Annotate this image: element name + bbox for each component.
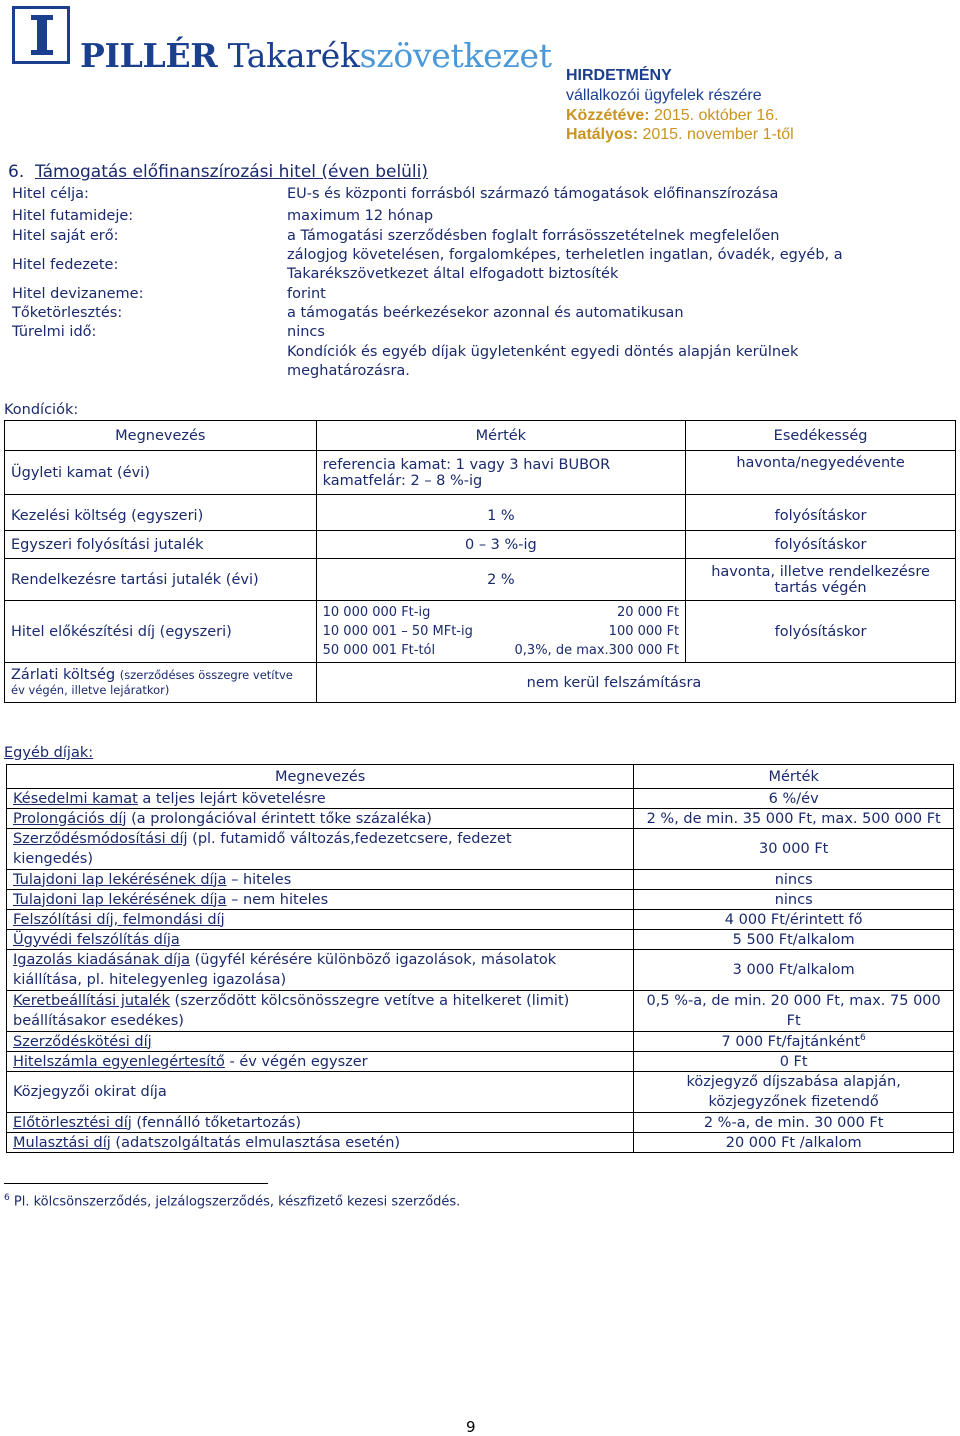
own-funds-value: a Támogatási szerződésben foglalt forrásösszetételnek megfelelően <box>287 228 780 244</box>
logo-wordmark: PILLÉR Takarékszövetkezet <box>80 36 552 75</box>
table-row <box>5 531 956 559</box>
fee-value: 3 000 Ft/alkalom <box>634 950 954 991</box>
fee-value: 2 %-a, de min. 30 000 Ft <box>634 1113 954 1133</box>
table-row <box>7 930 954 950</box>
interest-due: havonta/negyedévente <box>686 451 956 495</box>
loan-term-value: maximum 12 hónap <box>287 208 434 224</box>
tier-range: 50 000 001 Ft-tól <box>322 643 436 658</box>
col-header-rate: Mérték <box>316 421 686 451</box>
table-row <box>7 1032 954 1052</box>
preparation-name: Hitel előkészítési díj (egyszeri) <box>5 601 317 663</box>
tier-range: 10 000 001 – 50 MFt-ig <box>322 624 473 639</box>
table-row <box>7 890 954 910</box>
notice-title: HIRDETMÉNY <box>566 67 672 84</box>
fees-header-row <box>7 765 954 789</box>
tier-fee: 100 000 Ft <box>608 624 680 639</box>
own-funds-label: Hitel saját erő: <box>12 228 119 244</box>
footnote-text: Pl. kölcsönszerződés, jelzálogszerződés, készfizető kezesi szerződés. <box>13 1194 461 1210</box>
footnote <box>4 1193 460 1209</box>
fee-name: Tulajdoni lap lekérésének díja – hiteles <box>7 870 634 890</box>
loan-purpose-label: Hitel célja: <box>12 186 89 202</box>
fee-value: 5 500 Ft/alkalom <box>634 930 954 950</box>
tier-fee: 0,3%, de max.300 000 Ft <box>514 643 680 658</box>
logo-mark <box>12 6 70 64</box>
collateral-label: Hitel fedezete: <box>12 257 119 273</box>
table-row <box>7 1113 954 1133</box>
table-row <box>7 1072 954 1113</box>
fee-name: Felszólítási díj, felmondási díj <box>7 910 634 930</box>
fee-name: Késedelmi kamat a teljes lejárt követelésre <box>7 789 634 809</box>
fee-name: Közjegyzői okirat díja <box>7 1072 634 1113</box>
fee-name: Szerződéskötési díj <box>7 1032 634 1052</box>
fee-value: nincs <box>634 870 954 890</box>
interest-margin: kamatfelár: 2 – 8 %-ig <box>322 472 483 489</box>
commitment-due-line2: tartás végén <box>774 579 867 596</box>
conditions-header-row <box>5 421 956 451</box>
table-row <box>7 870 954 890</box>
fee-value: 0 Ft <box>634 1052 954 1072</box>
preparation-tiers <box>316 601 686 663</box>
grace-period-label: Türelmi idő: <box>12 324 97 340</box>
conditions-heading: Kondíciók: <box>4 402 79 418</box>
interest-name: Ügyleti kamat (évi) <box>5 451 317 495</box>
repayment-label: Tőketörlesztés: <box>12 305 123 321</box>
collateral-value: zálogjog követelésen, forgalomképes, terheletlen ingatlan, óvadék, egyéb, a <box>287 247 843 263</box>
fee-value: 2 %, de min. 35 000 Ft, max. 500 000 Ft <box>634 809 954 829</box>
fee-name: Szerződésmódosítási díj (pl. futamidő változás,fedezetcsere, fedezet kiengedés) <box>7 829 634 870</box>
fee-name: Keretbeállítási jutalék (szerződött kölcsönösszegre vetítve a hitelkeret (limit) beállításakor esedékes) <box>7 991 634 1032</box>
closing-rate-cell <box>316 663 955 703</box>
loan-term-label: Hitel futamideje: <box>12 208 134 224</box>
commitment-name: Rendelkezésre tartási jutalék (évi) <box>5 559 317 601</box>
fee-value: 4 000 Ft/érintett fő <box>634 910 954 930</box>
closing-note-line2: év végén, illetve lejáratkor) <box>11 682 170 697</box>
commitment-due <box>686 559 956 601</box>
table-row <box>7 910 954 930</box>
conditions-note: Kondíciók és egyéb díjak ügyletenként egyedi döntés alapján kerülnek <box>287 344 799 360</box>
disbursement-rate: 0 – 3 %-ig <box>316 531 686 559</box>
tier-range: 10 000 000 Ft-ig <box>322 605 431 620</box>
closing-note: (szerződéses összegre vetítve <box>119 667 293 682</box>
interest-rate <box>316 451 686 495</box>
footnote-divider <box>4 1183 268 1184</box>
col-header-due: Esedékesség <box>686 421 956 451</box>
closing-name <box>5 663 317 703</box>
fee-value: nincs <box>634 890 954 910</box>
table-row <box>7 950 954 991</box>
fee-name: Előtörlesztési díj (fennálló tőketartozás) <box>7 1113 634 1133</box>
table-row <box>5 503 956 531</box>
currency-value: forint <box>287 286 326 302</box>
currency-label: Hitel devizaneme: <box>12 286 144 302</box>
disbursement-name: Egyszeri folyósítási jutalék <box>5 531 317 559</box>
tier-row <box>323 641 680 660</box>
effective-line: Hatályos: 2015. november 1-től <box>566 126 794 143</box>
handling-due: folyósításkor <box>686 503 956 531</box>
preparation-due: folyósításkor <box>686 601 956 663</box>
grace-period-value: nincs <box>287 324 325 340</box>
col-header-name: Megnevezés <box>5 421 317 451</box>
commitment-due-line1: havonta, illetve rendelkezésre <box>711 563 930 580</box>
disbursement-due: folyósításkor <box>686 531 956 559</box>
fee-value: 30 000 Ft <box>634 829 954 870</box>
table-row <box>5 663 956 703</box>
repayment-value: a támogatás beérkezésekor azonnal és automatikusan <box>287 305 684 321</box>
footnote-mark: 6 <box>4 1193 10 1203</box>
collateral-value-line2: Takarékszövetkezet által elfogadott biztosíték <box>287 266 619 282</box>
tier-fee: 20 000 Ft <box>616 605 680 620</box>
page-number: 9 <box>466 1418 476 1436</box>
other-fees-heading: Egyéb díjak: <box>4 745 94 761</box>
loan-purpose-value: EU-s és központi forrásból származó támogatások előfinanszírozása <box>287 186 779 202</box>
conditions-note-line2: meghatározásra. <box>287 363 410 379</box>
fee-value: közjegyző díjszabása alapján, közjegyzőnek fizetendő <box>634 1072 954 1113</box>
table-row <box>5 451 956 495</box>
fee-value: 0,5 %-a, de min. 20 000 Ft, max. 75 000 Ft <box>634 991 954 1032</box>
fee-name: Tulajdoni lap lekérésének díja – nem hiteles <box>7 890 634 910</box>
table-row <box>5 601 956 663</box>
table-row <box>7 991 954 1032</box>
fee-name: Ügyvédi felszólítás díja <box>7 930 634 950</box>
closing-title: Zárlati költség <box>11 666 116 683</box>
closing-rate: nem kerül felszámításra <box>526 674 702 691</box>
fee-value: 20 000 Ft /alkalom <box>634 1133 954 1153</box>
published-line: Közzétéve: 2015. október 16. <box>566 107 779 124</box>
footnote-ref: 6 <box>860 1033 866 1044</box>
fee-name: Prolongációs díj (a prolongációval érintett tőke százaléka) <box>7 809 634 829</box>
handling-name: Kezelési költség (egyszeri) <box>5 503 317 531</box>
fee-name: Igazolás kiadásának díja (ügyfél kérésére különböző igazolások, másolatok kiállítása, pl. hitelegyenleg igazolása) <box>7 950 634 991</box>
table-row <box>7 1133 954 1153</box>
fee-value: 7 000 Ft/fajtánként$^6$ <box>634 1032 954 1052</box>
table-row <box>7 829 954 870</box>
section-title: 6. Támogatás előfinanszírozási hitel (éven belüli) <box>8 162 429 182</box>
other-fees-table <box>6 764 954 1153</box>
commitment-rate: 2 % <box>316 559 686 601</box>
fees-col-value: Mérték <box>634 765 954 789</box>
tier-row <box>323 603 680 622</box>
interest-reference: referencia kamat: 1 vagy 3 havi BUBOR <box>322 456 611 473</box>
table-row <box>5 559 956 601</box>
fees-col-name: Megnevezés <box>7 765 634 789</box>
notice-subtitle: vállalkozói ügyfelek részére <box>566 87 762 104</box>
fee-value: 6 %/év <box>634 789 954 809</box>
table-row <box>7 1052 954 1072</box>
tier-row <box>323 622 680 641</box>
handling-rate: 1 % <box>316 503 686 531</box>
table-row <box>7 809 954 829</box>
fee-name: Mulasztási díj (adatszolgáltatás elmulasztása esetén) <box>7 1133 634 1153</box>
table-row <box>7 789 954 809</box>
fee-name: Hitelszámla egyenlegértesítő - év végén egyszer <box>7 1052 634 1072</box>
conditions-table <box>4 420 956 703</box>
